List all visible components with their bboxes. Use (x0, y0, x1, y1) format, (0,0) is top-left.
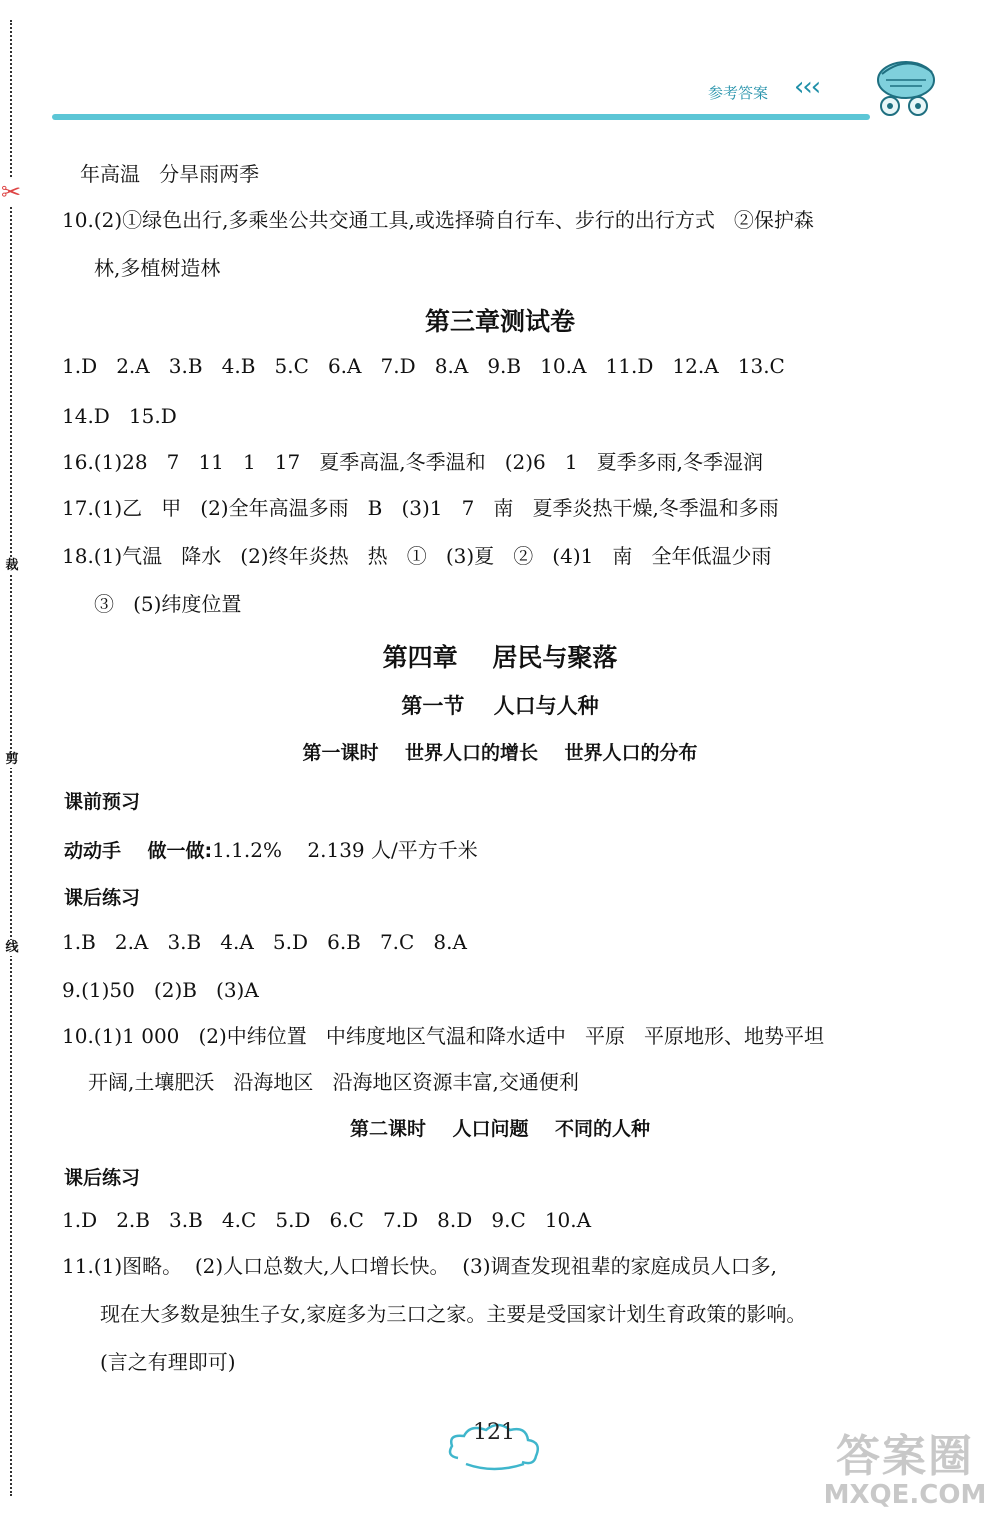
heading-lesson1: 第一课时 世界人口的增长 世界人口的分布 (302, 742, 698, 764)
text-line: ③ (5)纬度位置 (94, 592, 242, 616)
page-number (444, 1416, 544, 1474)
heading-section: 第一节 人口与人种 (401, 694, 599, 718)
text-line: 林,多植树造林 (94, 256, 221, 280)
mascot-icon (866, 50, 940, 122)
label-handson: 动动手 做一做: (64, 840, 213, 862)
text-line: 10.(2)①绿色出行,多乘坐公共交通工具,或选择骑自行车、步行的出行方式 ②保护森 (62, 208, 814, 232)
scissors-icon: ✂ (1, 178, 22, 206)
text-line: 1.B 2.A 3.B 4.A 5.D 6.B 7.C 8.A (62, 930, 467, 954)
chevrons-icon: ‹‹‹ (794, 72, 820, 102)
text-line: 17.(1)乙 甲 (2)全年高温多雨 B (3)1 7 南 夏季炎热干燥,冬季温和多雨 (62, 496, 779, 520)
text-handson-answers: 1.1.2% 2.139 人/平方千米 (212, 838, 478, 862)
cut-label-cai: 裁 (5, 558, 19, 573)
text-line: 16.(1)28 7 11 1 17 夏季高温,冬季温和 (2)6 1 夏季多雨,冬季湿润 (62, 450, 764, 474)
text-line: 现在大多数是独生子女,家庭多为三口之家。主要是受国家计划生育政策的影响。 (100, 1302, 807, 1326)
text-line-handson (64, 836, 478, 865)
text-line: 11.(1)图略。 (2)人口总数大,人口增长快。 (3)调查发现祖辈的家庭成员人口多, (62, 1254, 777, 1278)
text-line: 18.(1)气温 降水 (2)终年炎热 热 ① (3)夏 ② (4)1 南 全年低温少雨 (62, 544, 772, 568)
text-line: 1.D 2.B 3.B 4.C 5.D 6.C 7.D 8.D 9.C 10.A (62, 1208, 592, 1232)
text-line: 年高温 分旱雨两季 (80, 162, 260, 186)
cut-label-xian: 线 (5, 940, 19, 955)
text-line: 14.D 15.D (62, 404, 177, 428)
header-bar (52, 114, 870, 120)
heading-test: 第三章测试卷 (424, 307, 575, 336)
text-line: 开阔,土壤肥沃 沿海地区 沿海地区资源丰富,交通便利 (88, 1070, 579, 1094)
label-practice: 课后练习 (64, 1167, 141, 1189)
text-line: 10.(1)1 000 (2)中纬位置 中纬度地区气温和降水适中 平原 平原地形、地势平坦 (62, 1024, 825, 1048)
watermark-logo: 答案圈 MXQE.COM (823, 1431, 987, 1510)
page-number-text: 121 (473, 1420, 515, 1445)
heading-lesson2: 第二课时 人口问题 不同的人种 (350, 1118, 650, 1140)
label-practice: 课后练习 (64, 887, 141, 909)
cut-label-jian: 剪 (5, 752, 19, 767)
text-line: 9.(1)50 (2)B (3)A (62, 978, 259, 1002)
text-line: (言之有理即可) (100, 1350, 236, 1374)
header-label: 参考答案 (708, 84, 769, 102)
heading-chapter: 第四章 居民与聚落 (382, 643, 618, 672)
text-line: 1.D 2.A 3.B 4.B 5.C 6.A 7.D 8.A 9.B 10.A 11.D 12.A 13.C (62, 354, 785, 378)
label-preview: 课前预习 (64, 791, 141, 813)
